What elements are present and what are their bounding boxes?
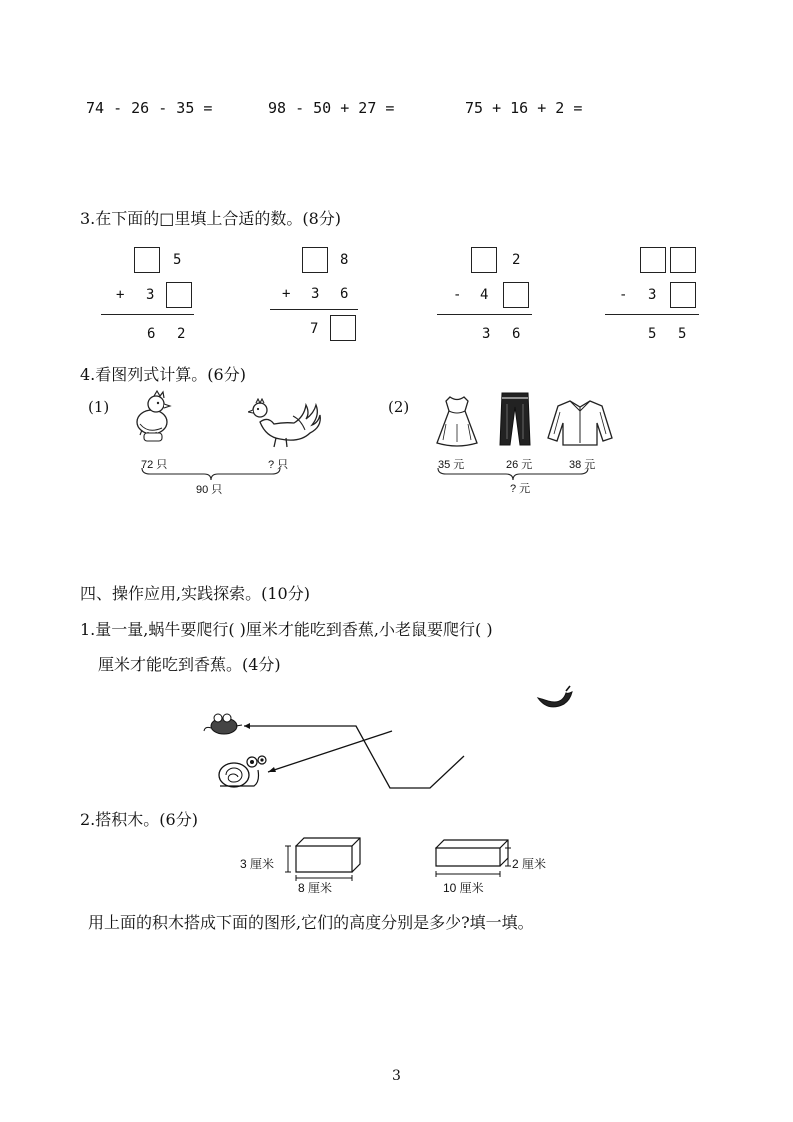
mouse-path [244,726,464,788]
answer-box[interactable] [166,282,192,308]
block-1-length: 8 厘米 [298,881,333,895]
answer-box[interactable] [640,247,666,273]
q2-title: 2.搭积木。(6分) [80,810,198,829]
block-2-length: 10 厘米 [443,881,484,895]
answer-box[interactable] [471,247,497,273]
sum-line [437,314,532,315]
jacket-price: 38 元 [569,459,596,471]
rooster-icon [248,398,323,448]
digit: 2 [512,252,521,268]
expression-1: 74 - 26 - 35 = [86,99,213,117]
operator: - [619,287,628,303]
digit: 3 [482,326,491,342]
dress-icon [432,394,482,450]
sum-line [101,314,194,315]
banana-icon [538,686,572,707]
operator: + [282,286,291,302]
q4-part2-label: (2) [388,398,410,416]
sum-line [270,309,358,310]
digit: 6 [512,326,521,342]
rooster-count: ? 只 [268,459,289,471]
mouse-icon [204,714,242,734]
digit: 3 [311,286,320,302]
snail-path [268,731,392,772]
digit: 3 [648,287,657,303]
total-chickens: 90 只 [196,484,223,496]
digit: 6 [147,326,156,342]
answer-box[interactable] [503,282,529,308]
digit: 7 [310,321,319,337]
measure-diagram [200,682,590,794]
building-instruction: 用上面的积木搭成下面的图形,它们的高度分别是多少?填一填。 [88,913,534,932]
dress-price: 35 元 [438,459,465,471]
hen-count: 72 只 [141,459,168,471]
section-4-title: 四、操作应用,实践探索。(10分) [80,584,310,603]
expression-2: 98 - 50 + 27 = [268,99,395,117]
pants-price: 26 元 [506,459,533,471]
q4-title: 4.看图列式计算。(6分) [80,365,246,384]
block-1-height: 3 厘米 [240,857,275,871]
total-brace [140,466,282,482]
snail-icon [219,756,266,787]
operator: - [453,287,462,303]
sum-line [605,314,699,315]
expression-3: 75 + 16 + 2 = [465,99,583,117]
digit: 5 [678,326,687,342]
answer-box[interactable] [134,247,160,273]
answer-box[interactable] [302,247,328,273]
digit: 5 [648,326,657,342]
measure-question-line1: 1.量一量,蜗牛要爬行( )厘米才能吃到香蕉,小老鼠要爬行( ) [80,620,493,639]
jacket-icon [546,398,614,448]
block-2-height: 2 厘米 [512,857,547,871]
pants-icon [495,390,535,448]
answer-box[interactable] [670,282,696,308]
answer-box[interactable] [670,247,696,273]
answer-box[interactable] [330,315,356,341]
digit: 4 [480,287,489,303]
digit: 2 [177,326,186,342]
digit: 6 [340,286,349,302]
digit: 8 [340,252,349,268]
q3-title: 3.在下面的□里填上合适的数。(8分) [80,209,342,228]
q4-part1-label: (1) [88,398,110,416]
hen-icon [128,388,178,448]
page-number: 3 [392,1068,401,1084]
digit: 3 [146,287,155,303]
operator: + [116,287,125,303]
digit: 5 [173,252,182,268]
measure-question-line2: 厘米才能吃到香蕉。(4分) [98,655,281,674]
total-price: ? 元 [510,483,531,495]
